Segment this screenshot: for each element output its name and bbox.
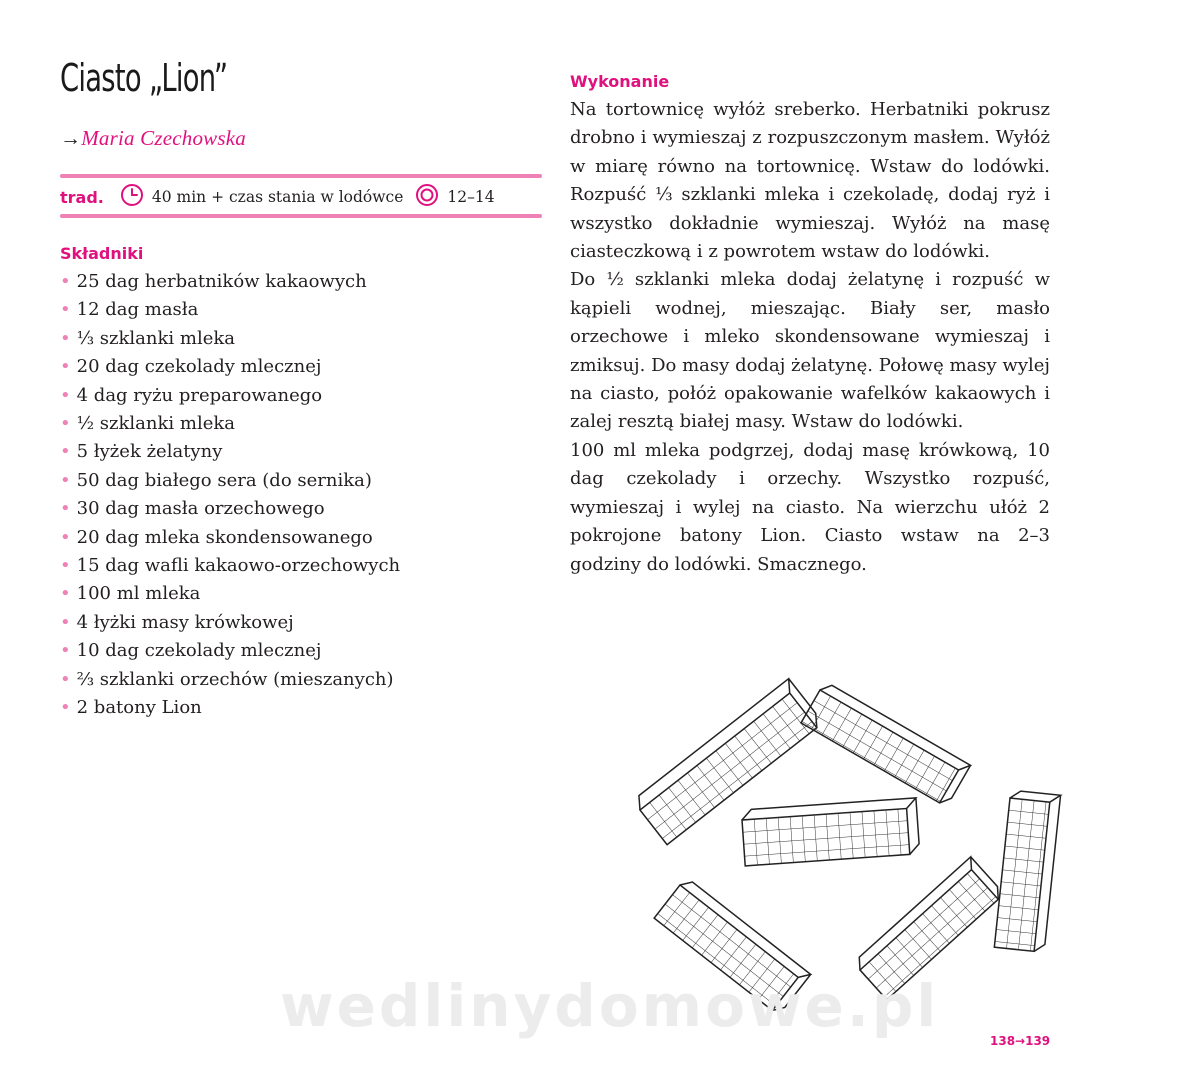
- author-name: Maria Czechowska: [81, 126, 246, 150]
- list-item: • 4 łyżki masy krówkowej: [60, 611, 294, 633]
- recipe-title: Ciasto „Lion”: [60, 56, 228, 100]
- list-item: • ⅓ szklanki mleka: [60, 327, 236, 349]
- list-item: • 25 dag herbatników kakaowych: [60, 271, 367, 292]
- list-item: • ½ szklanki mleka: [60, 413, 236, 435]
- wafer-bar: [741, 798, 919, 866]
- ingredients-list: [60, 268, 400, 723]
- list-item: • 20 dag czekolady mlecznej: [60, 356, 322, 378]
- wafer-bar: [801, 681, 970, 807]
- page-numbers: 138→139: [990, 1034, 1051, 1048]
- recipe-meta: [60, 183, 495, 211]
- wafer-bars-illustration: [620, 670, 1090, 1020]
- meta-rule-top: [60, 174, 542, 178]
- target-icon: [415, 183, 439, 211]
- list-item: • 4 dag ryżu preparowanego: [60, 384, 323, 406]
- steps-body: [570, 96, 1050, 579]
- list-item: • 100 ml mleka: [60, 583, 201, 605]
- list-item: • 15 dag wafli kakaowo-orzechowych: [60, 555, 401, 577]
- list-item: • 10 dag czekolady mlecznej: [60, 640, 322, 662]
- watermark: wedlinydomowe.pl: [280, 972, 940, 1040]
- servings: 12–14: [447, 188, 495, 206]
- wafer-bar: [994, 790, 1060, 952]
- list-item: • 5 łyżek żelatyny: [60, 441, 223, 463]
- cuisine-label: trad.: [60, 187, 104, 207]
- meta-rule-bottom: [60, 214, 542, 218]
- prep-time: 40 min + czas stania w lodówce: [151, 188, 404, 206]
- list-item: • 2 batony Lion: [60, 697, 202, 719]
- ingredients-heading: Składniki: [60, 244, 144, 263]
- steps-heading: Wykonanie: [570, 72, 670, 91]
- list-item: • 50 dag białego sera (do sernika): [60, 469, 372, 491]
- arrow-icon: →: [60, 126, 82, 150]
- list-item: • ⅔ szklanki orzechów (mieszanych): [60, 668, 394, 690]
- list-item: • 12 dag masła: [60, 299, 199, 321]
- step-paragraph: Na tortownicę wyłóż sreberko. Herbatniki pokrusz drobno i wymieszaj z rozpuszczonym masłem. Wyłóż w miarę równo na tortownicę. Wstaw do lodówki. Rozpuść ⅓ szklanki mleka i czekoladę, dodaj ryż i wszystko dokładnie wymieszaj. Wyłóż na masę ciasteczkową i z powrotem wstaw do lodówki.: [570, 99, 1050, 263]
- step-paragraph: 100 ml mleka podgrzej, dodaj masę krówkową, 10 dag czekolady i orzechy. Wszystko rozpuść, wymieszaj i wylej na ciasto. Na wierzchu ułóż 2 pokrojone batony Lion. Ciasto wstaw na 2–3 godziny do lodówki. Smacznego.: [570, 439, 1050, 575]
- author-line: [60, 126, 246, 151]
- clock-icon: [120, 183, 144, 211]
- list-item: • 20 dag mleka skondensowanego: [60, 526, 373, 548]
- list-item: • 30 dag masła orzechowego: [60, 498, 325, 520]
- step-paragraph: Do ½ szklanki mleka dodaj żelatynę i rozpuść w kąpieli wodnej, mieszając. Biały ser, masło orzechowe i mleko skondensowane wymieszaj i zmiksuj. Do masy dodaj żelatynę. Połowę masy wylej na ciasto, połóż opakowanie wafelków kakaowych i zalej resztą białej masy. Wstaw do lodówki.: [570, 269, 1050, 433]
